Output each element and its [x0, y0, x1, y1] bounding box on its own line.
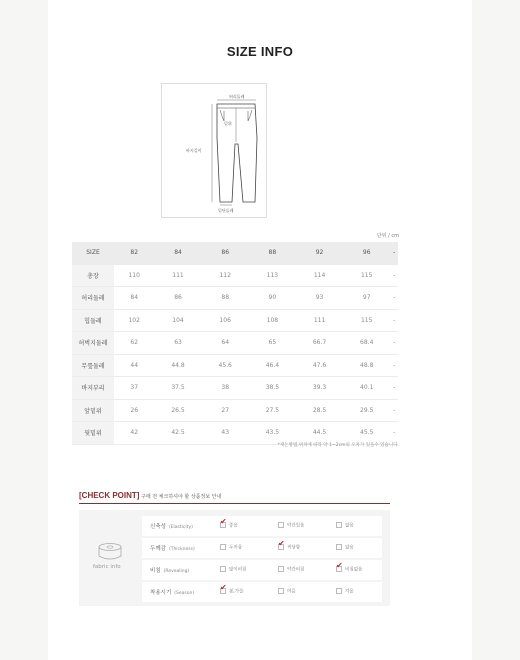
page-title: SIZE INFO — [226, 44, 294, 59]
table-cell: 88 — [202, 287, 249, 310]
fabric-option — [336, 522, 354, 529]
table-cell: - — [390, 354, 398, 377]
fabric-option — [336, 588, 354, 595]
fabric-option-text: 약간있음 — [287, 523, 305, 529]
table-row — [72, 377, 398, 400]
header-cell: 82 — [114, 242, 154, 264]
table-cell: - — [390, 332, 398, 355]
table-cell: - — [390, 399, 398, 422]
table-cell: 65 — [249, 332, 296, 355]
table-cell: 44 — [114, 354, 154, 377]
row-label: 허벅지둘레 — [72, 332, 114, 355]
fabric-row — [142, 560, 382, 580]
table-cell: 106 — [202, 309, 249, 332]
fabric-row — [142, 582, 382, 602]
table-cell: 108 — [249, 309, 296, 332]
fabric-row-label — [150, 544, 195, 552]
checkbox-icon — [278, 566, 284, 572]
row-label: 힙둘레 — [72, 309, 114, 332]
checkbox-icon — [220, 544, 226, 550]
table-cell: 45.6 — [202, 354, 249, 377]
fabric-option — [278, 544, 300, 551]
checkbox-icon — [336, 588, 342, 594]
table-cell: 37.5 — [154, 377, 201, 400]
table-cell: 26 — [114, 399, 154, 422]
fabric-row-label-en: (Revealing) — [163, 569, 190, 574]
header-cell: 96 — [343, 242, 390, 264]
check-point-subtitle: 구매 전 체크하셔야 할 상품정보 안내 — [141, 494, 222, 500]
table-cell: 104 — [154, 309, 201, 332]
table-cell: 26.5 — [154, 399, 201, 422]
fabric-option-text: 적당함 — [287, 545, 301, 551]
fabric-info-label: fabric info — [93, 564, 121, 570]
fabric-option-text: 겨울 — [345, 589, 354, 595]
fabric-option — [336, 566, 362, 573]
fabric-row-label-en: (Season) — [174, 591, 195, 596]
header-cell: 84 — [154, 242, 201, 264]
row-label: 바지부리 — [72, 377, 114, 400]
table-cell: 90 — [249, 287, 296, 310]
table-cell: 27.5 — [249, 399, 296, 422]
row-label: 무릎둘레 — [72, 354, 114, 377]
table-cell: 45.5 — [343, 422, 390, 445]
table-cell: 28.5 — [296, 399, 343, 422]
table-cell: 63 — [154, 332, 201, 355]
table-cell: 68.4 — [343, 332, 390, 355]
row-label: 앞밑위 — [72, 399, 114, 422]
checkbox-icon — [336, 544, 342, 550]
table-cell: 38.5 — [249, 377, 296, 400]
checked-checkbox-icon — [278, 544, 284, 550]
table-row — [72, 287, 398, 310]
checked-checkbox-icon — [336, 566, 342, 572]
table-cell: - — [390, 264, 398, 287]
table-cell: - — [390, 309, 398, 332]
fabric-option-text: 봄,가을 — [229, 589, 244, 595]
table-cell: 37 — [114, 377, 154, 400]
fabric-row — [142, 538, 382, 558]
pants-diagram — [161, 83, 267, 218]
hem-label: 밑단둘레 — [218, 208, 234, 213]
fabric-roll-icon — [97, 542, 123, 562]
table-row — [72, 422, 398, 445]
checkbox-icon — [278, 522, 284, 528]
table-cell: - — [390, 287, 398, 310]
header-cell: 92 — [296, 242, 343, 264]
table-cell: 111 — [154, 264, 201, 287]
fabric-option — [220, 566, 246, 573]
fabric-option-text: 많이비침 — [229, 567, 247, 573]
table-cell: 102 — [114, 309, 154, 332]
table-cell: 27 — [202, 399, 249, 422]
fabric-option — [278, 522, 304, 529]
table-cell: 112 — [202, 264, 249, 287]
row-label: 허리둘레 — [72, 287, 114, 310]
fabric-row-label-ko: 두께감 — [150, 546, 166, 552]
table-row — [72, 332, 398, 355]
length-label: 바지길이 — [186, 148, 202, 153]
fabric-info-panel — [79, 510, 390, 606]
fabric-row-label — [150, 588, 194, 596]
rise-label: 밑위 — [224, 121, 232, 126]
fabric-row — [142, 516, 382, 536]
checkbox-icon — [336, 522, 342, 528]
table-row — [72, 354, 398, 377]
row-label: 뒷밑위 — [72, 422, 114, 445]
table-cell: 97 — [343, 287, 390, 310]
table-cell: 110 — [114, 264, 154, 287]
waist-label: 허리둘레 — [229, 94, 245, 99]
fabric-option — [278, 588, 296, 595]
row-label: 총장 — [72, 264, 114, 287]
table-cell: 46.4 — [249, 354, 296, 377]
table-header-row — [72, 242, 398, 264]
checked-checkbox-icon — [220, 522, 226, 528]
checkbox-icon — [220, 566, 226, 572]
header-cell: - — [390, 242, 398, 264]
table-cell: 111 — [296, 309, 343, 332]
fabric-option-text: 좋음 — [229, 523, 238, 529]
table-cell: 47.6 — [296, 354, 343, 377]
fabric-option — [220, 588, 243, 595]
checkbox-icon — [278, 588, 284, 594]
table-cell: 114 — [296, 264, 343, 287]
table-cell: 48.8 — [343, 354, 390, 377]
table-row — [72, 309, 398, 332]
table-row — [72, 399, 398, 422]
fabric-row-label — [150, 522, 193, 530]
table-cell: - — [390, 422, 398, 445]
table-cell: 64 — [202, 332, 249, 355]
fabric-option — [220, 544, 242, 551]
fabric-option — [278, 566, 304, 573]
table-cell: 43 — [202, 422, 249, 445]
fabric-option-text: 없음 — [345, 523, 354, 529]
fabric-option — [220, 522, 238, 529]
header-cell: 88 — [249, 242, 296, 264]
measurement-note: *재는방법,위치에 따라 약 1~2cm의 오차가 있을수 있습니다. — [277, 443, 399, 448]
table-cell: - — [390, 377, 398, 400]
unit-label: 단위 / cm — [376, 233, 399, 239]
table-cell: 44.5 — [296, 422, 343, 445]
pants-illustration — [162, 84, 266, 217]
fabric-option-text: 약간비침 — [287, 567, 305, 573]
header-cell: 86 — [202, 242, 249, 264]
table-cell: 44.8 — [154, 354, 201, 377]
fabric-row-label-en: (Thickness) — [168, 547, 195, 552]
fabric-option-text: 여름 — [287, 589, 296, 595]
table-cell: 86 — [154, 287, 201, 310]
table-cell: 66.7 — [296, 332, 343, 355]
table-cell: 84 — [114, 287, 154, 310]
table-cell: 39.3 — [296, 377, 343, 400]
fabric-option-text: 얇음 — [345, 545, 354, 551]
table-cell: 42.5 — [154, 422, 201, 445]
fabric-option-text: 비침없음 — [345, 567, 363, 573]
table-cell: 29.5 — [343, 399, 390, 422]
table-cell: 38 — [202, 377, 249, 400]
check-point-title: [CHECK POINT] — [79, 491, 140, 500]
table-cell: 93 — [296, 287, 343, 310]
fabric-option-text: 두꺼움 — [229, 545, 243, 551]
size-table — [72, 242, 398, 445]
checked-checkbox-icon — [220, 588, 226, 594]
table-cell: 115 — [343, 264, 390, 287]
table-row — [72, 264, 398, 287]
table-cell: 42 — [114, 422, 154, 445]
fabric-row-label-ko: 신축성 — [150, 524, 166, 530]
fabric-row-label-ko: 착용시기 — [150, 590, 172, 596]
table-cell: 40.1 — [343, 377, 390, 400]
table-cell: 43.5 — [249, 422, 296, 445]
fabric-option — [336, 544, 354, 551]
fabric-row-label — [150, 566, 189, 574]
table-cell: 115 — [343, 309, 390, 332]
header-cell: SIZE — [72, 242, 114, 264]
fabric-row-label-ko: 비침 — [150, 568, 161, 574]
table-cell: 62 — [114, 332, 154, 355]
fabric-row-label-en: (Elasticity) — [168, 525, 193, 530]
check-point-divider — [79, 503, 390, 504]
table-cell: 113 — [249, 264, 296, 287]
